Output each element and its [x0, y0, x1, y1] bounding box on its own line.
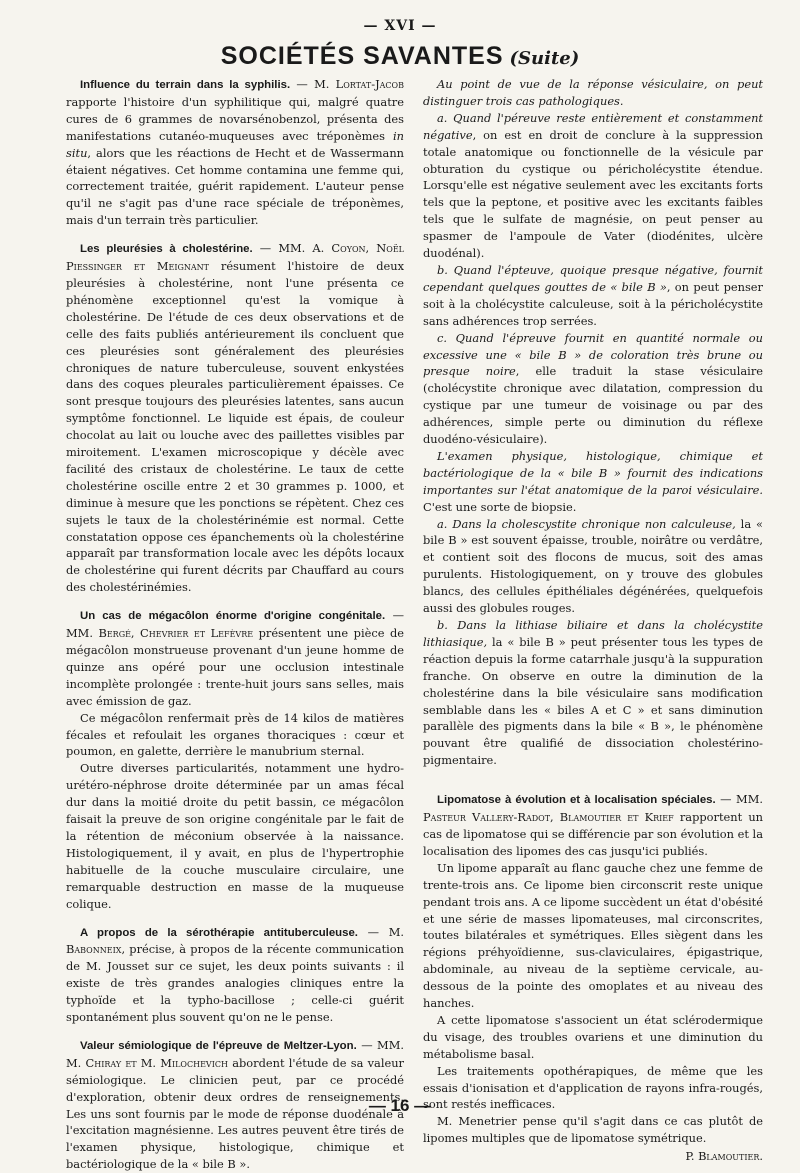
article-authors: MM. Pasteur Vallery-Radot, Blamoutier et Krief — [423, 792, 763, 825]
paragraph: a. Quand l'péreuve reste entièrement et constamment négative, on est en droit de conclure à la suppression totale anatomique ou fonctionnelle de la vésicule par obturation du cystique ou péricholécystite étendue. Lorsqu'elle est négative seulement avec les excitants forts tels que la peptone, et positive avec les excitants faibles tels que le sulfate de magnésie, on peut penser au spasmer de l'ampoule de Vater (diodénites, ulcère duodénal). — [423, 110, 763, 261]
paragraph: L'examen physique, histologique, chimique et bactériologique de la « bile B » fournit des indications importantes sur l'état anatomique de la paroi vésiculaire. C'est une sorte de biopsie. — [423, 448, 763, 514]
article-authors: MM. A. Coyon, Noël Piessinger et Meignant — [66, 241, 404, 274]
signature: P. Blamoutier. — [685, 1149, 763, 1164]
left-column — [66, 76, 404, 1173]
article-authors: MM. Bergé, Chevrier et Lefèvre — [66, 626, 254, 641]
article-heading: Un cas de mégacôlon énorme d'origine congénitale. — [80, 610, 386, 623]
spacer — [423, 769, 763, 791]
page-title — [0, 42, 800, 71]
article-heading: Valeur sémiologique de l'épreuve de Meltzer-Lyon. — [80, 1039, 357, 1052]
article-syphilis: Influence du terrain dans la syphilis. — M. Lortat-Jacob rapporte l'histoire d'un syphilitique qui, malgré quatre cures de 6 grammes de novarsénobenzol, présenta des manifestations cutanéo-muqueuses avec tréponèmes in situ, alors que les réactions de Hecht et de Wassermann étaient négatives. Cet homme contamina une femme qui, correctement traitée, guérit rapidement. L'auteur pense qu'il ne s'agit pas d'une race spéciale de tréponèmes, mais d'un terrain très particulier. — [66, 77, 405, 228]
article-heading: Les pleurésies à cholestérine. — [80, 243, 253, 256]
paragraph: c. Quand l'épreuve fournit en quantité normale ou excessive une « bile B » de coloration très brune ou presque noire, elle traduit la stase vésiculaire (cholécystite chronique avec dilatation, compression du cystique par une tumeur de voisinage ou par des adhérences, simple perte ou diminution du réflexe duodéno-vésiculaire). — [423, 330, 763, 447]
article-authors: M. Lortat-Jacob — [314, 77, 404, 91]
paragraph: Ce mégacôlon renfermait près de 14 kilos de matières fécales et refoulait les organes thoraciques : cœur et poumon, en galette, derrière le manubrium sternal. — [66, 710, 404, 759]
article-heading: A propos de la sérothérapie antituberculeuse. — [80, 926, 358, 939]
paragraph: b. Quand l'épteuve, quoique presque négative, fournit cependant quelques gouttes de « bile B », on peut penser soit à la cholécystite calculeuse, soit à la péricholécystite sans adhérences trop serrées. — [423, 262, 763, 328]
article-heading: Influence du terrain dans la syphilis. — [80, 79, 291, 91]
right-column — [423, 76, 763, 1165]
paragraph: Un lipome apparaît au flanc gauche chez une femme de trente-trois ans. Ce lipome bien circonscrit reste unique pendant trois ans. A ce lipome succèdent un état d'obésité et une série de masses lipomateuses, mal circonscrites, toutes bilatérales et symétriques. Elles siègent dans les régions préhyoïdienne, sus-claviculaires, épigastrique, abdominale, au niveau de la septième cervicale, au-dessous de la pointe des omoplates et au niveau des hanches. — [423, 860, 763, 1011]
page-number: — 16 — — [368, 1096, 432, 1115]
paragraph: a. Dans la cholescystite chronique non calculeuse, la « bile B » est souvent épaisse, trouble, noirâtre ou verdâtre, et contient soit des flocons de mucus, soit des amas purulents. Histologiquement, on y trouve des globules blancs, des cellules épithéliales dégénérées, quelquefois aussi des globules rouges. — [423, 516, 763, 616]
section-title: SOCIÉTÉS SAVANTES — [220, 42, 504, 70]
roman-page-number: — XVI — — [363, 18, 437, 34]
paragraph: A cette lipomatose s'associent un état sclérodermique du visage, des troubles ovariens et une diminution du métabolisme basal. — [423, 1012, 763, 1061]
section-suite: (Suite) — [509, 48, 580, 69]
article-megacolon: Un cas de mégacôlon énorme d'origine congénitale. — MM. Bergé, Chevrier et Lefèvre présentent une pièce de mégacôlon monstrueuse provenant d'un jeune homme de quinze ans opéré pour une occlusion intestinale incomplète prolongée : trente-huit jours sans selles, mais avec émission de gaz. — [66, 608, 404, 708]
article-lipomatose: Lipomatose à évolution et à localisation spéciales. — MM. Pasteur Vallery-Radot, Blamoutier et Krief rapportent un cas de lipomatose qui se différencie par son évolution et la localisation des lipomes des cas jusqu'ici publiés. — [423, 792, 763, 858]
article-authors: M. Babonneix — [66, 924, 405, 957]
article-meltzer-lyon: Valeur sémiologique de l'épreuve de Meltzer-Lyon. — MM. M. Chiray et M. Milochevich abordent l'étude de sa valeur sémiologique. Le clinicien peut, par ce procédé d'exploration, obtenir deux ordres de renseignements. Les uns sont fournis par le mode de réponse duodénale à l'excitation magnésienne. Les autres peuvent être tirés de l'examen physique, histologique, chimique et bactériologique de la « bile B ». — [66, 1037, 404, 1172]
article-authors: MM. M. Chiray et M. Milochevich — [66, 1037, 404, 1070]
paragraph: b. Dans la lithiase biliaire et dans la cholécystite lithiasique, la « bile B » peut présenter tous les types de réaction depuis la forme catarrhale jusqu'à la suppuration franche. On observe en outre la diminution de la cholestérine dans la bile vésiculaire sans modification semblable dans les « biles A et C » et sans diminution parallèle des pigments dans la bile « B », le phénomène pouvant être qualifié de dissociation cholestérino-pigmentaire. — [423, 618, 763, 768]
paragraph: Les traitements opothérapiques, de même que les essais d'ionisation et d'application de rayons infra-rougés, sont restés inefficaces. — [423, 1063, 763, 1112]
paragraph: Outre diverses particularités, notamment une hydro-urétéro-néphrose droite déterminée par un amas fécal dur dans la moitié droite du petit bassin, ce mégacôlon faisait la preuve de son origine congénitale par le fait de la rétention de méconium observée à la naissance. Histologiquement, il y avait, en plus de l'hypertrophie habituelle de la couche musculaire circulaire, une remarquable destruction en masse de la muqueuse colique. — [66, 761, 404, 911]
paragraph: Au point de vue de la réponse vésiculaire, on peut distinguer trois cas pathologiques. — [423, 77, 763, 108]
paragraph: M. Menetrier pense qu'il s'agit dans ce cas plutôt de lipomes multiples que de lipomatose symétrique. — [423, 1114, 763, 1146]
article-serotherapie: A propos de la sérothérapie antituberculeuse. — M. Babonneix, précise, à propos de la récente communication de M. Jousset sur ce sujet, les deux points suivants : il existe de très grandes analogies cliniques entre la typhoïde et la typho-bacillose ; celle-ci guérit spontanément plus souvent qu'on ne le pense. — [66, 924, 405, 1025]
article-pleuresies: Les pleurésies à cholestérine. — MM. A. Coyon, Noël Piessinger et Meignant résument l'histoire de deux pleurésies à cholestérine, nont l'une présenta ce phénomène exceptionnel qu'est la vomique à cholestérine. De l'étude de ces deux observations et de celle des faits publiés antérieurement ils concluent que ces pleurésies sont généralement des pleurésies chroniques de nature tuberculeuse, souvent enkystées dans des coques pleurales particulièrement épaisses. Ce sont presque toujours des pleurésies latentes, sans aucun symptôme fonctionnel. Le liquide est épais, de couleur chocolat au lait ou louche avec des paillettes visibles par miroitement. L'examen microscopique y décèle avec facilité des cristaux de cholestérine. Le taux de cette cholestérine oscille entre 2 et 30 grammes p. 1000, et diminue à mesure que les ponctions se répètent. Chez ces sujets le taux de la cholestérinémie est normal. Cette constatation oppose ces épanchements où la cholestérine apparaît par transformation locale avec les dépôts locaux de cholestérine qui furent décrits par Chauffard au cours des cholestérinémies. — [66, 241, 405, 595]
article-heading: Lipomatose à évolution et à localisation spéciales. — [437, 794, 716, 807]
